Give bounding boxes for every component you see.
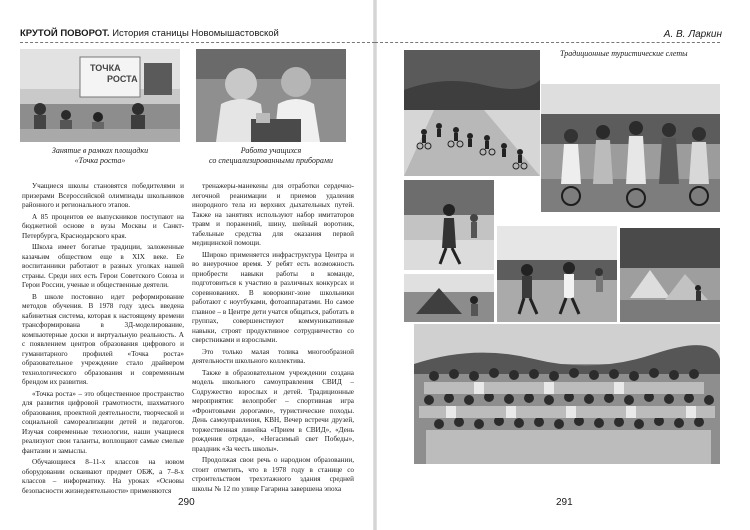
- text-column-2: [192, 182, 354, 496]
- caption-2-line-1: Работа учащихся: [240, 146, 302, 155]
- col1-paragraph: «Точка роста» – это общественное пространство для развития цифровой грамотности, шахматного образования, проектной деятельности, творческой и социальной самореализации детей и педагогов. Изучая современные технологии, наши учащиеся реализуют свои таланты, воплощают самые смелые фантазии и замыслы.: [22, 389, 184, 455]
- col1-paragraph: Учащиеся школы становятся победителями и призерами Всероссийской олимпиады школьников районного и регионального этапов.: [22, 182, 184, 209]
- photo-campsite: [404, 274, 494, 322]
- col2-paragraph: Это только малая толика многообразной деятельности школьного коллектива.: [192, 347, 354, 365]
- page-number-right: 291: [556, 497, 573, 508]
- photo-bike-ride-road: [404, 50, 540, 176]
- photo-classroom-tochka-rosta: [20, 49, 180, 142]
- col2-paragraph: тренажеры-манекены для отработки сердечно-легочной реанимации и приемов удаления инородного тела из верхних дыхательных путей. Также на занятиях используют набор имитаторов травм и поражений, шину, шейный воротник, табельные средства для оказания первой медицинской помощи.: [192, 182, 354, 247]
- photo-running-field: [497, 226, 617, 322]
- photo-tent-camp: [620, 228, 720, 322]
- caption-photo-1: [20, 146, 180, 166]
- col1-paragraph: Школа имеет богатые традиции, заложенные казачьим обществом еще в XIX веке. Ее воспитанники работают в разных уголках нашей страны. Среди них есть Герои Советского Союза и Герои России, ученые и общественные деятели.: [22, 243, 184, 289]
- running-header-author: А. В. Ларкин: [663, 29, 722, 40]
- banner-word-2: РОСТА: [107, 74, 138, 84]
- photo-runners: [404, 180, 494, 270]
- col1-paragraph: В школе постоянно идет реформирование методов обучения. В 1978 году здесь введена кабинетная система, которая к настоящему времени трансформирована в 3Д-моделирование, компьютерные доски и виртуальную реальность. А с появлением центров образования цифрового и гуманитарного профилей «Точка роста» образовательное учреждение стало драйвером технологического образования и современным брендом их развития.: [22, 292, 184, 386]
- header-title-rest: История станицы Новомышастовской: [112, 28, 279, 39]
- caption-2-line-2: со специализированными приборами: [209, 156, 333, 165]
- running-header-title: [20, 28, 279, 39]
- page-number-left: 290: [178, 497, 195, 508]
- photo-group-portrait: [414, 324, 720, 464]
- photo-students-with-devices: [196, 49, 346, 142]
- gallery-title: Традиционные туристические слеты: [560, 49, 688, 58]
- banner-word-1: ТОЧКА: [90, 63, 121, 73]
- col2-paragraph: Широко применяется инфраструктура Центра и во внеурочное время. У ребят есть возможность приобрести навыки работы в команде, подготовиться к участию в различных конкурсах и соревнованиях. В коворкинг-зоне школьники работают с ноутбуками, фотоаппаратами. Но самое главное – в Центре дети учатся общаться, работать в группах, совершенствуют коммуникативные навыки, строят продуктивное сотрудничество со сверстниками и взрослыми.: [192, 250, 354, 344]
- caption-1-line-1: Занятие в рамках площадки: [51, 146, 149, 155]
- header-rule-right: [375, 42, 720, 43]
- col2-paragraph: Продолжая свои речь о народном образовании, стоит отметить, что в 1978 году в станице со строительством трехэтажного здания средней школы № 12 по улице Гагарина завершена эпоха: [192, 456, 354, 493]
- col2-paragraph: Также в образовательном учреждении создана модель школьного самоуправления СВИД – Содружество взрослых и детей. Традиционные мероприятия: велопробег – спортивная игра «Фронтовыми дорогами», туристические походы. День самоуправления, КВН, Вечер встречи друзей, торжественная линейка «Прием в СВИД», «День рождения отряда», «Негасимый свет Победы», праздник «За честь школы».: [192, 368, 354, 453]
- gutter: [373, 0, 377, 530]
- col1-paragraph: А 85 процентов ее выпускников поступают на бюджетной основе в вузы Москвы и Санкт-Петербурга, Краснодарского края.: [22, 212, 184, 240]
- caption-1-line-2: «Точка роста»: [74, 156, 126, 165]
- col1-paragraph: Обучающиеся 8–11-х классов на новом оборудовании осваивают предмет ОБЖ, а 7–8-х классов – информатику. На уроках «Основы безопасности жизнедеятельности» применяются: [22, 458, 184, 495]
- header-title-bold: КРУТОЙ ПОВОРОТ.: [20, 28, 110, 39]
- caption-photo-2: [196, 146, 346, 166]
- header-rule-left: [20, 42, 375, 43]
- photo-cyclists-closeup: [541, 84, 720, 212]
- text-column-1: [22, 182, 184, 498]
